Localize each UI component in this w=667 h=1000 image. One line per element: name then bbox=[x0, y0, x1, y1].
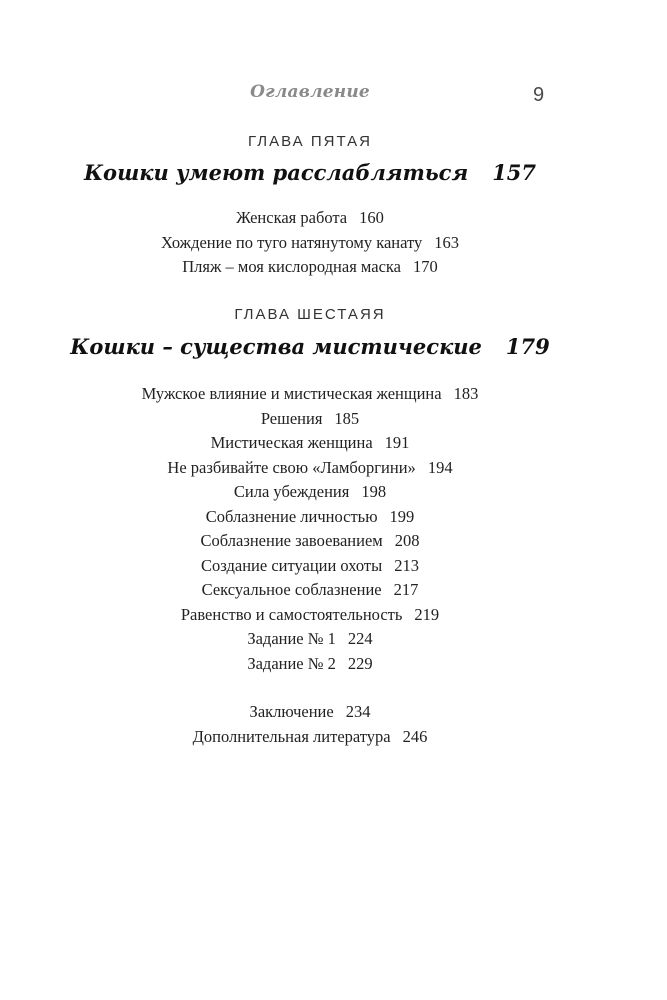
toc-entry-title: Задание № 2 bbox=[247, 653, 336, 673]
toc-entry-page: 246 bbox=[402, 726, 428, 746]
chapter-6-page: 179 bbox=[505, 334, 550, 359]
toc-entry bbox=[0, 431, 620, 456]
back-matter-entries bbox=[0, 700, 620, 749]
toc-entry bbox=[0, 456, 620, 481]
toc-entry bbox=[0, 480, 620, 505]
toc-entry-title: Дополнительная литература bbox=[192, 726, 391, 746]
chapter-6-title-text: Кошки – существа мистические bbox=[70, 334, 482, 359]
toc-entry bbox=[0, 700, 620, 725]
toc-entry-title: Соблазнение завоеванием bbox=[200, 531, 383, 550]
toc-entry-title: Не разбивайте свою «Ламборгини» bbox=[167, 457, 416, 477]
toc-entry-page: 198 bbox=[361, 482, 387, 501]
toc-entry bbox=[0, 603, 620, 628]
toc-entry-title: Заключение bbox=[249, 702, 334, 721]
toc-entry-page: 219 bbox=[414, 604, 440, 624]
toc-entry-title: Мужское влияние и мистическая женщина bbox=[141, 384, 442, 403]
toc-entry-page: 160 bbox=[359, 208, 384, 227]
chapter-5-label: ГЛАВА ПЯТАЯ bbox=[248, 133, 372, 150]
toc-entry-title: Решения bbox=[260, 408, 323, 428]
toc-entry-page: 213 bbox=[394, 555, 419, 575]
chapter-6-title bbox=[0, 334, 620, 359]
toc-entry-title: Хождение по туго натянутому канату bbox=[160, 232, 423, 252]
toc-entry bbox=[0, 554, 620, 579]
toc-entry-page: 217 bbox=[393, 580, 419, 599]
toc-entry bbox=[0, 231, 620, 256]
toc-entry bbox=[0, 407, 620, 432]
chapter-5-entries bbox=[0, 206, 620, 280]
toc-entry-title: Сила убеждения bbox=[233, 482, 350, 501]
page-number: 9 bbox=[533, 84, 545, 106]
toc-entry-title: Сексуальное соблазнение bbox=[201, 580, 382, 599]
chapter-5-page: 157 bbox=[492, 160, 537, 185]
toc-entry-title: Равенство и самостоятельность bbox=[180, 604, 403, 624]
toc-entry-page: 208 bbox=[394, 531, 420, 550]
toc-entry-page: 191 bbox=[384, 433, 410, 452]
toc-entry bbox=[0, 652, 620, 677]
toc-entry-page: 185 bbox=[334, 408, 360, 428]
toc-entry bbox=[0, 529, 620, 554]
toc-entry-title: Создание ситуации охоты bbox=[201, 555, 383, 575]
chapter-5-title-text: Кошки умеют расслабляться bbox=[83, 160, 469, 185]
toc-entry-title: Задание № 1 bbox=[247, 629, 336, 648]
toc-entry-title: Мистическая женщина bbox=[210, 433, 373, 452]
toc-entry-page: 163 bbox=[434, 232, 460, 252]
chapter-6-entries bbox=[0, 382, 620, 676]
toc-entry-page: 224 bbox=[347, 629, 373, 648]
toc-entry-page: 170 bbox=[413, 257, 438, 276]
toc-entry bbox=[0, 578, 620, 603]
toc-entry bbox=[0, 206, 620, 231]
toc-entry bbox=[0, 627, 620, 652]
toc-entry-title: Пляж – моя кислородная маска bbox=[182, 257, 401, 276]
toc-entry-page: 199 bbox=[389, 506, 415, 526]
toc-entry-title: Женская работа bbox=[236, 208, 348, 227]
toc-entry-page: 229 bbox=[347, 653, 373, 673]
chapter-5-title bbox=[0, 160, 620, 185]
toc-entry-page: 194 bbox=[427, 457, 453, 477]
toc-entry bbox=[0, 505, 620, 530]
toc-entry-page: 234 bbox=[345, 702, 371, 721]
toc-entry bbox=[0, 725, 620, 750]
chapter-6-label: ГЛАВА ШЕСТАЯЯ bbox=[234, 306, 386, 323]
running-head: Оглавление bbox=[250, 82, 370, 102]
toc-entry-page: 183 bbox=[453, 384, 479, 403]
toc-entry bbox=[0, 382, 620, 407]
toc-entry-title: Соблазнение личностью bbox=[205, 506, 378, 526]
toc-entry bbox=[0, 255, 620, 280]
